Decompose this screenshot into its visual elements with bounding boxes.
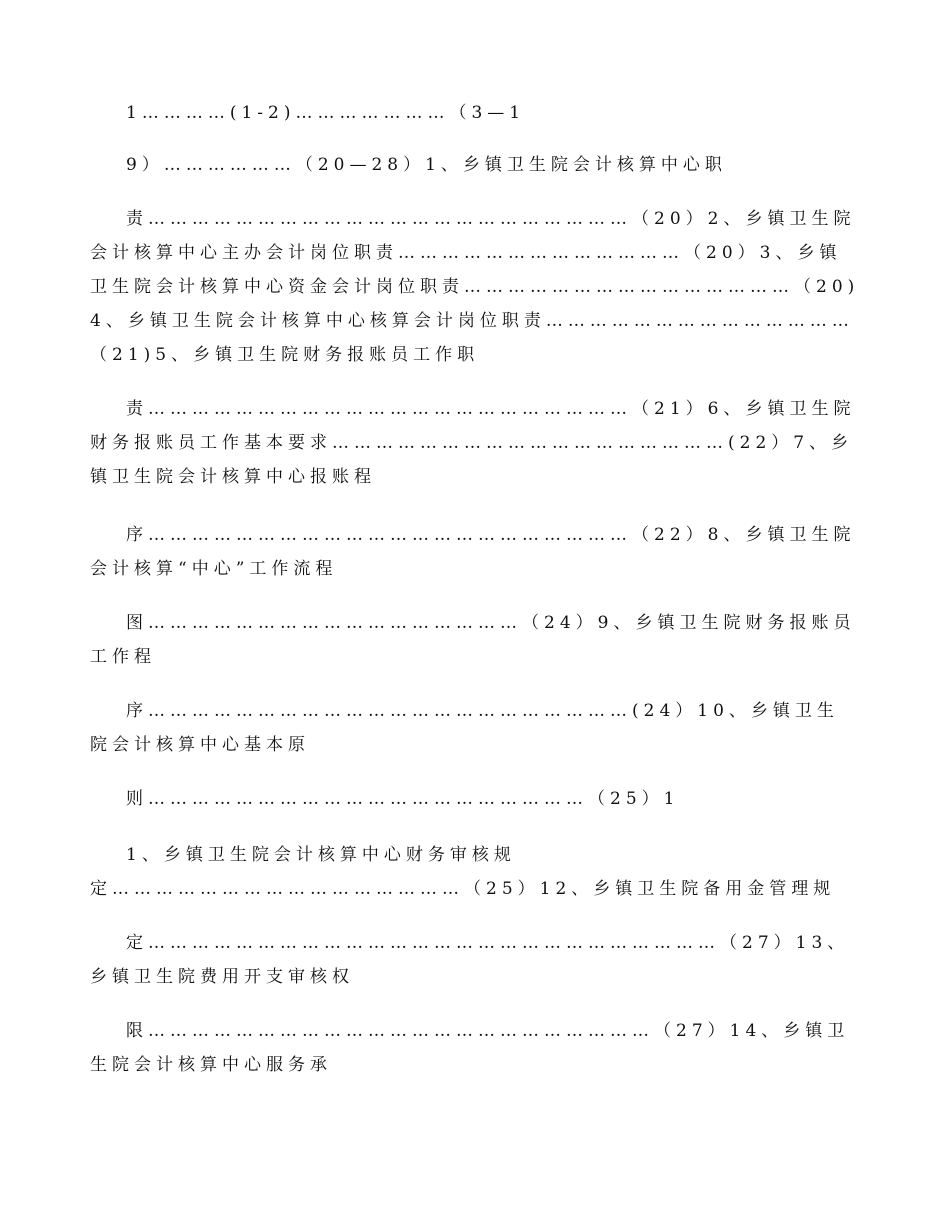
toc-paragraph-7: 序…………………………………………………………(24）10、乡镇卫生院会计核算中心基本原 <box>90 701 839 755</box>
toc-paragraph-9: 1、乡镇卫生院会计核算中心财务审核规定…………………………………………（25）12、乡镇卫生院备用金管理规 <box>90 845 836 899</box>
toc-paragraph-8: 则……………………………………………………（25）1 <box>126 789 680 809</box>
toc-paragraph-10: 定……………………………………………………………………（27）13、乡镇卫生院费用开支审核权 <box>90 933 850 987</box>
toc-paragraph-11: 限……………………………………………………………（27）14、乡镇卫生院会计核算中心服务承 <box>90 1021 850 1075</box>
toc-paragraph-2: 9）………………（20—28）1、乡镇卫生院会计核算中心职 <box>126 155 727 175</box>
toc-paragraph-3: 责…………………………………………………………（20）2、乡镇卫生院会计核算中心主办会计岗位职责…………………………………（20）3、乡镇卫生院会计核算中心资金会计岗位职责………………………………………（20)4、乡镇卫生院会计核算中心核算会计岗位职责……………………………………（21)5、乡镇卫生院财务报账员工作职 <box>90 209 860 365</box>
toc-paragraph-5: 序…………………………………………………………（22）8、乡镇卫生院会计核算“中心”工作流程 <box>90 525 856 579</box>
toc-paragraph-1: 1…………(1-2)…………………（3—1 <box>126 103 526 123</box>
toc-paragraph-6: 图……………………………………………（24）9、乡镇卫生院财务报账员工作程 <box>90 613 856 667</box>
toc-paragraph-4: 责…………………………………………………………（21）6、乡镇卫生院财务报账员工作基本要求………………………………………………(22）7、乡镇卫生院会计核算中心报账程 <box>90 399 856 487</box>
